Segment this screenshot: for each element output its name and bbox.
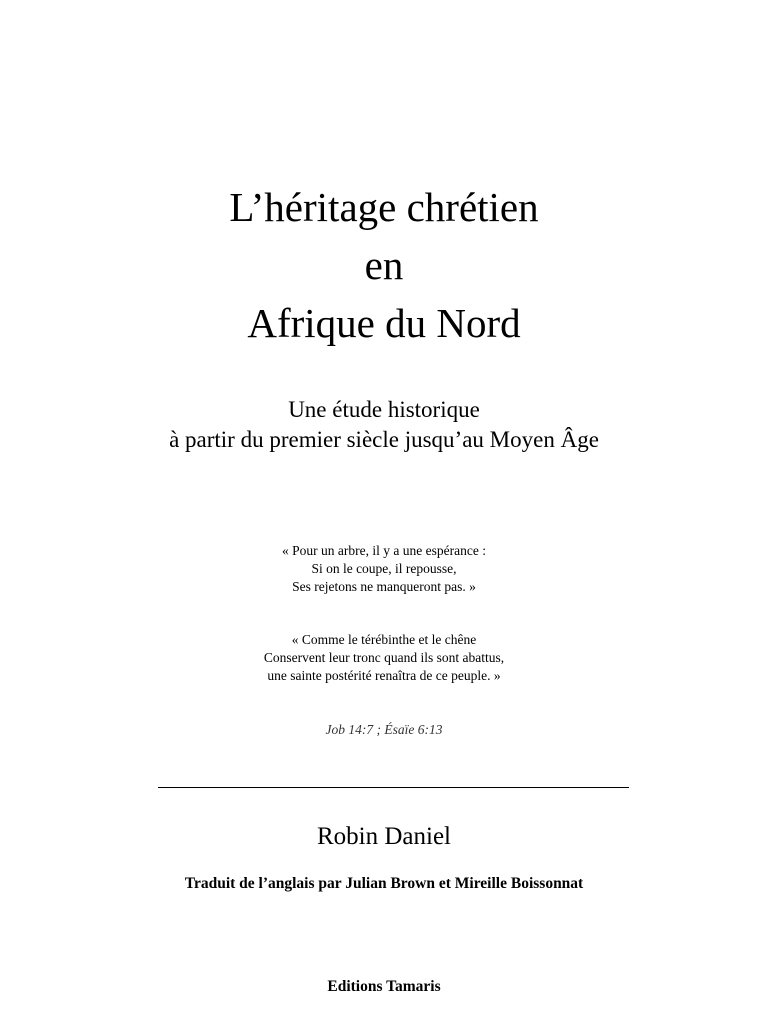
epigraph-verse-2 — [0, 631, 768, 685]
verse-1-line-1: « Pour un arbre, il y a une espérance : — [282, 543, 486, 558]
translator-credit: Traduit de l’anglais par Julian Brown et Mireille Boissonnat — [184, 875, 584, 892]
verse-2-line-2: Conservent leur tronc quand ils sont abattus, — [263, 650, 505, 665]
author-name: Robin Daniel — [316, 823, 451, 850]
publisher-name: Editions Tamaris — [327, 978, 441, 995]
book-title-line-2: en — [364, 242, 404, 288]
verse-1-line-2: Si on le coupe, il repousse, — [311, 561, 457, 576]
scripture-reference: Job 14:7 ; Ésaïe 6:13 — [325, 722, 443, 737]
book-subtitle-line-1: Une étude historique — [288, 397, 480, 422]
verse-1-line-3: Ses rejetons ne manqueront pas. » — [292, 579, 476, 594]
book-title-line-1: L’héritage chrétien — [229, 184, 539, 230]
verse-2-line-1: « Comme le térébinthe et le chêne — [291, 632, 477, 647]
horizontal-rule — [158, 787, 629, 788]
book-title — [0, 178, 768, 352]
verse-2-line-3: une sainte postérité renaîtra de ce peuple. » — [267, 668, 501, 683]
book-subtitle-line-2: à partir du premier siècle jusqu’au Moyen Âge — [169, 427, 599, 452]
book-title-line-3: Afrique du Nord — [247, 300, 521, 346]
book-subtitle — [0, 395, 768, 455]
epigraph-verse-1 — [0, 542, 768, 596]
